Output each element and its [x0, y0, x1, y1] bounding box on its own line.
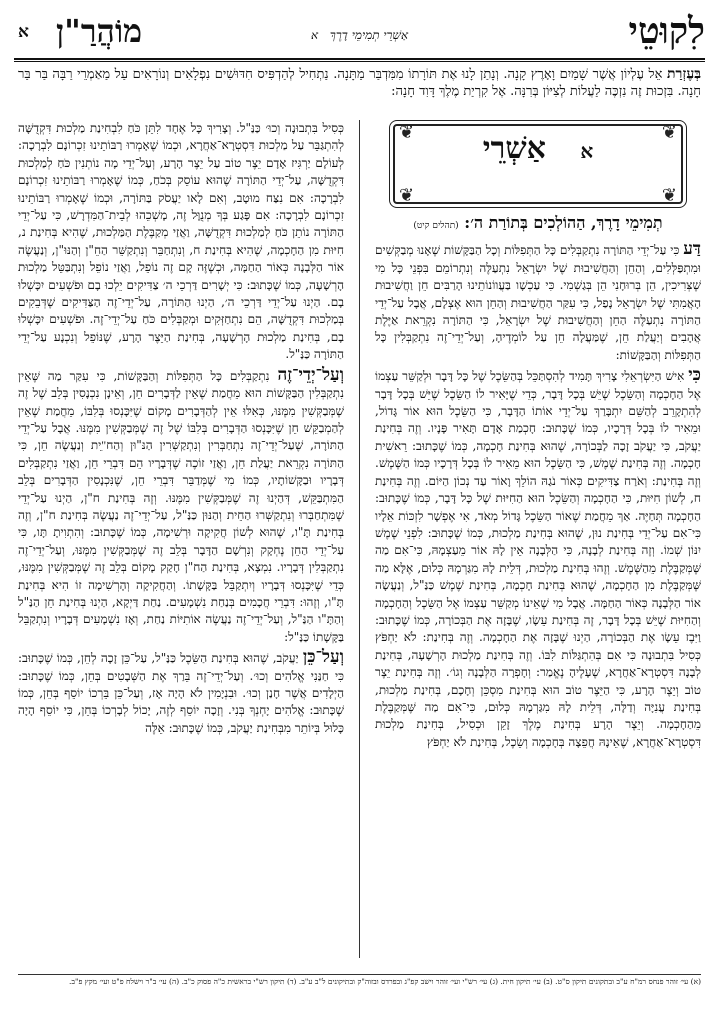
left-column [18, 120, 344, 960]
intro-text: אֵל עֶלְיוֹן אֲשֶׁר שָׁמַיִם וָאָרֶץ קָנָה. וְנָתַן לָנוּ אֶת תּוֹרָתוֹ מִמִּדְבַּר מַתָּנָה. נַתְחִיל לְהַדְפִּיס חִדּוּשִׁים נִפְלָאִים וְנוֹרָאִים עַל מַאַמְרֵי רַבָּה בַּר בַּר חָנָה. בִּזְכוּת זֶה נִזְכֶּה לַעֲלוֹת לְצִיּוֹן בְּרִנָּה. אֶל קִרְיַת מֶלֶךְ דָּוִד חָנָה: [18, 67, 701, 99]
verse-text: תְמִימֵי דָרֶךְ, הַהוֹלְכִים בְּתוֹרַת ה׳: [464, 213, 663, 232]
book-title-text: לִקוּטֵי [628, 10, 705, 52]
ornament-icon: ❦ [399, 122, 415, 143]
paragraph-text: כִּי עַל־יְדֵי הַתּוֹרָה נִתְקַבְּלִים כָּל הַתְּפִלּוֹת וְכָל הַבַּקָּשׁוֹת שֶׁאָנוּ מְבַקְּשִׁים וּמִתְפַּלְּלִים, וְהַחֵן וְהַחֲשִׁיבוּת שֶׁל יִשְׂרָאֵל נִתְעַלֶּה וְנִתְרוֹמֵם בִּפְנֵי כָּל מִי שֶׁצְּרִיכִין, הֵן בְּרוּחָנִי הֵן בְּגַשְׁמִי. כִּי עַכְשָׁו בַּעֲווֹנוֹתֵינוּ הָרַבִּים חֵן וַחֲשִׁיבוּת הָאֲמִתִּי שֶׁל יִשְׂרָאֵל נָפַל, כִּי עִקַּר הַחֲשִׁיבוּת וְהַחֵן הוּא אֶצְלָם, אֲבָל עַל־יְדֵי הַתּוֹרָה נִתְעַלֶּה הַחֵן וְהַחֲשִׁיבוּת שֶׁל יִשְׂרָאֵל, כִּי הַתּוֹרָה נִקְרֵאת אַיֶּלֶת אֲהָבִים וְיַעֲלַת חֵן, שֶׁמַּעֲלָה חֵן עַל לוֹמְדֶיהָ, וְעַל־יְדֵי־זֶה נִתְקַבְּלִין כָּל הַתְּפִלּוֹת וְהַבַּקָּשׁוֹת: [375, 243, 701, 362]
torah-number: א [580, 139, 594, 163]
intro-lead-word: בְּעֶזְרַת [667, 66, 701, 82]
right-column [375, 120, 701, 960]
header-rule [14, 58, 705, 60]
paragraph [375, 241, 701, 364]
verse-reference: (תהלים קיט) [413, 221, 459, 231]
header-rule-thin [14, 61, 705, 62]
paragraph-lead-word: וְעַל־יְדֵי־זֶה [277, 364, 344, 385]
column-divider [359, 120, 360, 958]
paragraph [18, 649, 344, 737]
paragraph-lead-word: וְעַל־כֵּן [302, 647, 344, 668]
torah-title [395, 131, 681, 166]
ornament-icon: ❦ [399, 184, 415, 206]
page-number-left: א [18, 22, 29, 42]
book-title-moharan [56, 8, 142, 54]
paragraph [18, 120, 344, 364]
page-header [14, 8, 705, 58]
running-head-text: אַשְׁרֵי תְמִימֵי דָרֶךְ [329, 28, 409, 42]
paragraph-text: כְּסִיל בִּתְבוּנָה וְכוּ׳ כַּנַּ"ל. וְצָרִיךְ כָּל אֶחָד לִתֵּן כֹּחַ לִבְחִינַת מַלְכוּת דִּקְדֻשָּׁה לְהִתְגַּבֵּר עַל מַלְכוּת דִּסְטְרָא־אַחֲרָא, וּכְמוֹ שֶׁאָמְרוּ רַבּוֹתֵינוּ זִכְרוֹנָם לִבְרָכָה: לְעוֹלָם יַרְגִּיז אָדָם יֵצֶר טוֹב עַל יֵצֶר הָרָע, וְעַל־יְדֵי מָה נוֹתְנִין כֹּחַ לְמַלְכוּת דִּקְדֻשָּׁה, עַל־יְדֵי הַתּוֹרָה שֶׁהוּא עוֹסֵק בְּכֹחַ, כְּמוֹ שֶׁאָמְרוּ רַבּוֹתֵינוּ זִכְרוֹנָם לִבְרָכָה: אִם נִצַּח מוּטָב, וְאִם לָאו יַעֲסֹק בַּתּוֹרָה, וּכְמוֹ שֶׁאָמְרוּ רַבּוֹתֵינוּ זִכְרוֹנָם לִבְרָכָה: אִם פָּגַע בְּךָ מְנֻוָּל זֶה, מָשְׁכֵהוּ לְבֵית־הַמִּדְרָשׁ, כִּי עַל־יְדֵי הַתּוֹרָה נוֹתֵן כֹּחַ לְמַלְכוּת דִּקְדֻשָּׁה, וַאֲזַי מְקַבֶּלֶת הַמַּלְכוּת, שֶׁהִיא בְּחִינַת נ, חִיּוּת מִן הַחָכְמָה, שֶׁהִיא בְּחִינַת ח, וְנִתְחַבֵּר וְנִתְקַשֵּׁר הַחֵ"ן וְהַנּוּ"ן, וְנַעֲשֶׂה אוֹר הַלְּבָנָה כְּאוֹר הַחַמָּה, וּכְשֶׁזֶּה קָם זֶה נוֹפֵל, וַאֲזַי נוֹפֵל וְנִתְבַּטֵּל מַלְכוּת הָרְשָׁעָה, כְּמוֹ שֶׁכָּתוּב: כִּי יְשָׁרִים דַּרְכֵי ה׳ צַדִּיקִים יֵלְכוּ בָם וּפֹשְׁעִים יִכָּשְׁלוּ בָם. הַיְנוּ עַל־יְדֵי דַּרְכֵי ה׳, הַיְנוּ הַתּוֹרָה, עַל־יְדֵי־זֶה הַצַּדִּיקִים שֶׁדְּבֵקִים בְּמַלְכוּת דִּקְדֻשָּׁה, הֵם נִתְחַזְּקִים וּמְקַבְּלִים כֹּחַ עַל־יְדֵי־זֶה. וּפֹשְׁעִים יִכָּשְׁלוּ בָם, בְּחִינַת מַלְכוּת הָרְשָׁעָה, בְּחִינַת הַיֵּצֶר הָרָע, שֶׁנּוֹפֵל וְנִכְנָע עַל־יְדֵי הַתּוֹרָה כַּנַּ"ל. [18, 121, 344, 362]
paragraph-lead-word: דַּע [683, 239, 701, 260]
ornament-icon: ❦ [661, 184, 677, 206]
torah-title-box [393, 124, 683, 204]
book-title-moharan-text: מוֹהֲרַ"ן [56, 12, 143, 50]
paragraph-lead-word: כִּי [688, 365, 701, 386]
paragraph [375, 367, 701, 751]
opening-verse [375, 214, 701, 235]
paragraph-text: יַעֲקֹב, שֶׁהוּא בְּחִינַת הַשֵּׂכֶל כַּנַּ"ל, עַל־כֵּן זָכָה לְחֵן, כְּמוֹ שֶׁכָּתוּב: כִּי חַנַּנִי אֱלֹהִים וְכוּ׳. וְעַל־יְדֵי־זֶה בֵּרַךְ אֶת הַשְּׁבָטִים בְּחֵן, כְּמוֹ שֶׁכָּתוּב: הַיְלָדִים אֲשֶׁר חָנַן וְכוּ׳. וּבִנְיָמִין לֹא הָיָה אָז, וְעַל־כֵּן בֵּרְכוֹ יוֹסֵף בְּחֵן, כְּמוֹ שֶׁכָּתוּב: אֱלֹהִים יָחְנְךָ בְּנִי. וְזָכָה יוֹסֵף לְזֶה, יָכוֹל לְבָרְכוֹ בְּחֵן, כִּי יוֹסֵף הָיָה כָּלוּל בְּיוֹתֵר מִבְּחִינַת יַעֲקֹב, כְּמוֹ שֶׁכָּתוּב: אֵלֶּה [18, 651, 344, 735]
paragraph-text: אִישׁ הַיִּשְׂרְאֵלִי צָרִיךְ תָּמִיד לְהִסְתַּכֵּל בְּהַשֵּׂכֶל שֶׁל כָּל דָּבָר וּלְקַשֵּׁר עַצְמוֹ אֶל הַחָכְמָה וְהַשֵּׂכֶל שֶׁיֵּשׁ בְּכָל דָּבָר, כְּדֵי שֶׁיָּאִיר לוֹ הַשֵּׂכֶל שֶׁיֵּשׁ בְּכָל דָּבָר לְהִתְקָרֵב לְהַשֵּׁם יִתְבָּרַךְ עַל־יְדֵי אוֹתוֹ הַדָּבָר, כִּי הַשֵּׂכֶל הוּא אוֹר גָּדוֹל, וּמֵאִיר לוֹ בְּכָל דְּרָכָיו, כְּמוֹ שֶׁכָּתוּב: חָכְמַת אָדָם תָּאִיר פָּנָיו. וְזֶה בְּחִינַת יַעֲקֹב, כִּי יַעֲקֹב זָכָה לַבְּכוֹרָה, שֶׁהוּא בְּחִינַת חָכְמָה, כְּמוֹ שֶׁכָּתוּב: רֵאשִׁית חָכְמָה. וְזֶה בְּחִינַת שֶׁמֶשׁ, כִּי הַשֵּׂכֶל הוּא מֵאִיר לוֹ בְּכָל דְּרָכָיו כְּמוֹ הַשֶּׁמֶשׁ. וְזֶה בְּחִינַת: וְאֹרַח צַדִּיקִים כְּאוֹר נֹגַהּ הוֹלֵךְ וָאוֹר עַד נְכוֹן הַיּוֹם. וְזֶה בְּחִינַת ח, לְשׁוֹן חִיּוּת, כִּי הַחָכְמָה וְהַשֵּׂכֶל הוּא הַחִיּוּת שֶׁל כָּל דָּבָר, כְּמוֹ שֶׁכָּתוּב: הַחָכְמָה תְּחַיֶּה. אַךְ מֵחֲמַת שֶׁאוֹר הַשֵּׂכֶל גָּדוֹל מְאֹד, אִי אֶפְשָׁר לִזְכּוֹת אֵלָיו כִּי־אִם עַל־יְדֵי בְּחִינַת נוּן, שֶׁהוּא בְּחִינַת מַלְכוּת, כְּמוֹ שֶׁכָּתוּב: לִפְנֵי שֶׁמֶשׁ יִנּוֹן שְׁמוֹ. וְזֶה בְּחִינַת לְבָנָה, כִּי הַלְּבָנָה אֵין לָהּ אוֹר מֵעַצְמָהּ, כִּי־אִם מַה שֶּׁמְּקַבֶּלֶת מֵהַשֶּׁמֶשׁ. וְזֶהוּ בְּחִינַת מַלְכוּת, דְּלֵית לָהּ מִגַּרְמָהּ כְּלוּם, אֶלָּא מַה שֶּׁמְּקַבֶּלֶת מִן הַחָכְמָה, שֶׁהוּא בְּחִינַת חָכְמָה, בְּחִינַת שֶׁמֶשׁ כַּנַּ"ל, וְנַעֲשָׂה אוֹר הַלְּבָנָה כְּאוֹר הַחַמָּה. אֲבָל מִי שֶׁאֵינוֹ מְקַשֵּׁר עַצְמוֹ אֶל הַשֵּׂכֶל וְהַחָכְמָה וְהַחִיּוּת שֶׁיֵּשׁ בְּכָל דָּבָר, זֶה בְּחִינַת עֵשָׂו, שֶׁבָּזָה אֶת הַבְּכוֹרָה, כְּמוֹ שֶׁכָּתוּב: וַיִּבֶז עֵשָׂו אֶת הַבְּכוֹרָה, הַיְנוּ שֶׁבָּזָה אֶת הַחָכְמָה. וְזֶה בְּחִינַת: לֹא יַחְפֹּץ כְּסִיל בִּתְבוּנָה כִּי אִם בְּהִתְגַּלּוֹת לִבּוֹ. וְזֶה בְּחִינַת מַלְכוּת הָרְשָׁעָה, בְּחִינַת לְבָנָה דִּסְטְרָא־אַחֲרָא, שֶׁעָלֶיהָ נֶאֱמַר: וְחָפְרָה הַלְּבָנָה וְגוֹ׳. וְזֶה בְּחִינַת יֵצֶר טוֹב וְיֵצֶר הָרָע, כִּי הַיֵּצֶר טוֹב הוּא בְּחִינַת מִסְכֵּן וְחָכָם, בְּחִינַת מַלְכוּת, בְּחִינַת עֲנִיָּה וְדַלָּה, דְּלֵית לָהּ מִגַּרְמָהּ כְּלוּם, כִּי־אִם מַה שֶּׁמְּקַבֶּלֶת מֵהַחָכְמָה. וְיֵצֶר הָרָע בְּחִינַת מֶלֶךְ זָקֵן וּכְסִיל, בְּחִינַת מַלְכוּת דִּסְטְרָא־אַחֲרָא, שֶׁאֵינָהּ חֲפֵצָה בְּחָכְמָה וְשֵׂכֶל, בְּחִינַת לֹא יַחְפֹּץ [375, 369, 701, 749]
footnotes: (א) עי׳ זוהר פנחס רמ"ח ע"ב ובתקונים תיקון ס"ט. (ב) עי׳ תיקון חית. (ג) עי׳ רש"י ועי׳ זוהר וישב קפ"ג ובפרדס ובזוה"ק ובתיקונים ל"ב ע"ב. (ד) תיקון רש"י בראשית כ"ה פסוק כ"ב. (ה) עי׳ ב"ר וישלח פ"ט ועי׳ מקץ פ"ב. [18, 974, 701, 987]
running-head-number: א [310, 28, 319, 42]
torah-title-word: אַשְׁרֵי [482, 131, 546, 166]
intro-paragraph [18, 66, 701, 100]
ornament-icon: ❦ [661, 122, 677, 143]
paragraph [18, 364, 344, 647]
paragraph-text: נִתְקַבְּלִים כָּל הַתְּפִלּוֹת וְהַבַּקָּשׁוֹת, כִּי עִקַּר מַה שֶּׁאֵין נִתְקַבְּלִין הַבַּקָּשׁוֹת הוּא מֵחֲמַת שֶׁאֵין לַדְּבָרִים חֵן, וְאֵינָן נִכְנָסִין בְּלֵב שֶׁל זֶה שֶׁמְּבַקְּשִׁין מִמֶּנּוּ, כְּאִלּוּ אֵין לְהַדְּבָרִים מָקוֹם שֶׁיִּכָּנְסוּ בְּלִבּוֹ, מֵחֲמַת שֶׁאֵין לְהַמְבַקֵּשׁ חֵן שֶׁיִּכָּנְסוּ הַדְּבָרִים בְּלִבּוֹ שֶׁל זֶה שֶׁמְּבַקְּשִׁין מִמֶּנּוּ. אֲבָל עַל־יְדֵי הַתּוֹרָה, שֶׁעַל־יְדֵי־זֶה נִתְחַבְּרִין וְנִתְקַשְּׁרִין הַנּ"וּן וְהַח"ֵית וְנַעֲשֶׂה חֵן, כִּי הַתּוֹרָה נִקְרֵאת יַעֲלַת חֵן, וַאֲזַי זוֹכֶה שֶׁדְּבָרָיו הֵם דִּבְרֵי חֵן, וַאֲזַי נִתְקַבְּלִים דְּבָרָיו וּבַקָּשׁוֹתָיו, כְּמוֹ מִי שֶׁמְּדַבֵּר דִּבְרֵי חֵן, שֶׁנִּכְנָסִין הַדְּבָרִים בְּלֵב הַמִּתְבַּקֵּשׁ, דְּהַיְנוּ זֶה שֶׁמְּבַקְּשִׁין מִמֶּנּוּ. וְזֶה בְּחִינַת ח"ן, הַיְנוּ עַל־יְדֵי שֶׁמִּתְחַבְּרוּ וְנִתְקַשְּׁרוּ הַחֵית וְהַנּוּן כַּנַּ"ל, עַל־יְדֵי־זֶה נַעֲשֶׂה בְּחִינַת ח"ן, וְזֶה בְּחִינַת תָּ"ו, שֶׁהוּא לְשׁוֹן חֲקִיקָה וּרְשִׁימָה, כְּמוֹ שֶׁכָּתוּב: וְהִתְוִיתָ תָּו, כִּי עַל־יְדֵי הַחֵן נֶחְקָק וְנִרְשָׁם הַדָּבָר בְּלֵב זֶה שֶׁמְּבַקְּשִׁין מִמֶּנּוּ, וְעַל־יְדֵי־זֶה נִתְקַבְּלִין דְּבָרָיו. נִמְצָא, בְּחִינַת הַח"ן חָקַק מָקוֹם בְּלֵב זֶה שֶׁמְּבַקְּשִׁין מִמֶּנּוּ, כְּדֵי שֶׁיִּכָּנְסוּ דְּבָרָיו וְיִתְקַבֵּל בַּקָּשָׁתוֹ. וְהַחֲקִיקָה וְהָרְשִׁימָה זוֹ הִיא בְּחִינַת תָּ"ו, וְזֶהוּ: דִּבְרֵי חֲכָמִים בְּנַחַת נִשְׁמָעִים. נַחַת דַּיְקָא, הַיְנוּ בְּחִינַת חֵן הַנַּ"ל וְהַתָּ"ו הַנַּ"ל, וְעַל־יְדֵי־זֶה נַעֲשֶׂה אוֹתִיּוֹת נַחַת, וְאָז נִשְׁמָעִים דְּבָרָיו וְנִתְקַבֵּל בַּקָּשָׁתוֹ כַּנַּ"ל: [18, 368, 344, 644]
